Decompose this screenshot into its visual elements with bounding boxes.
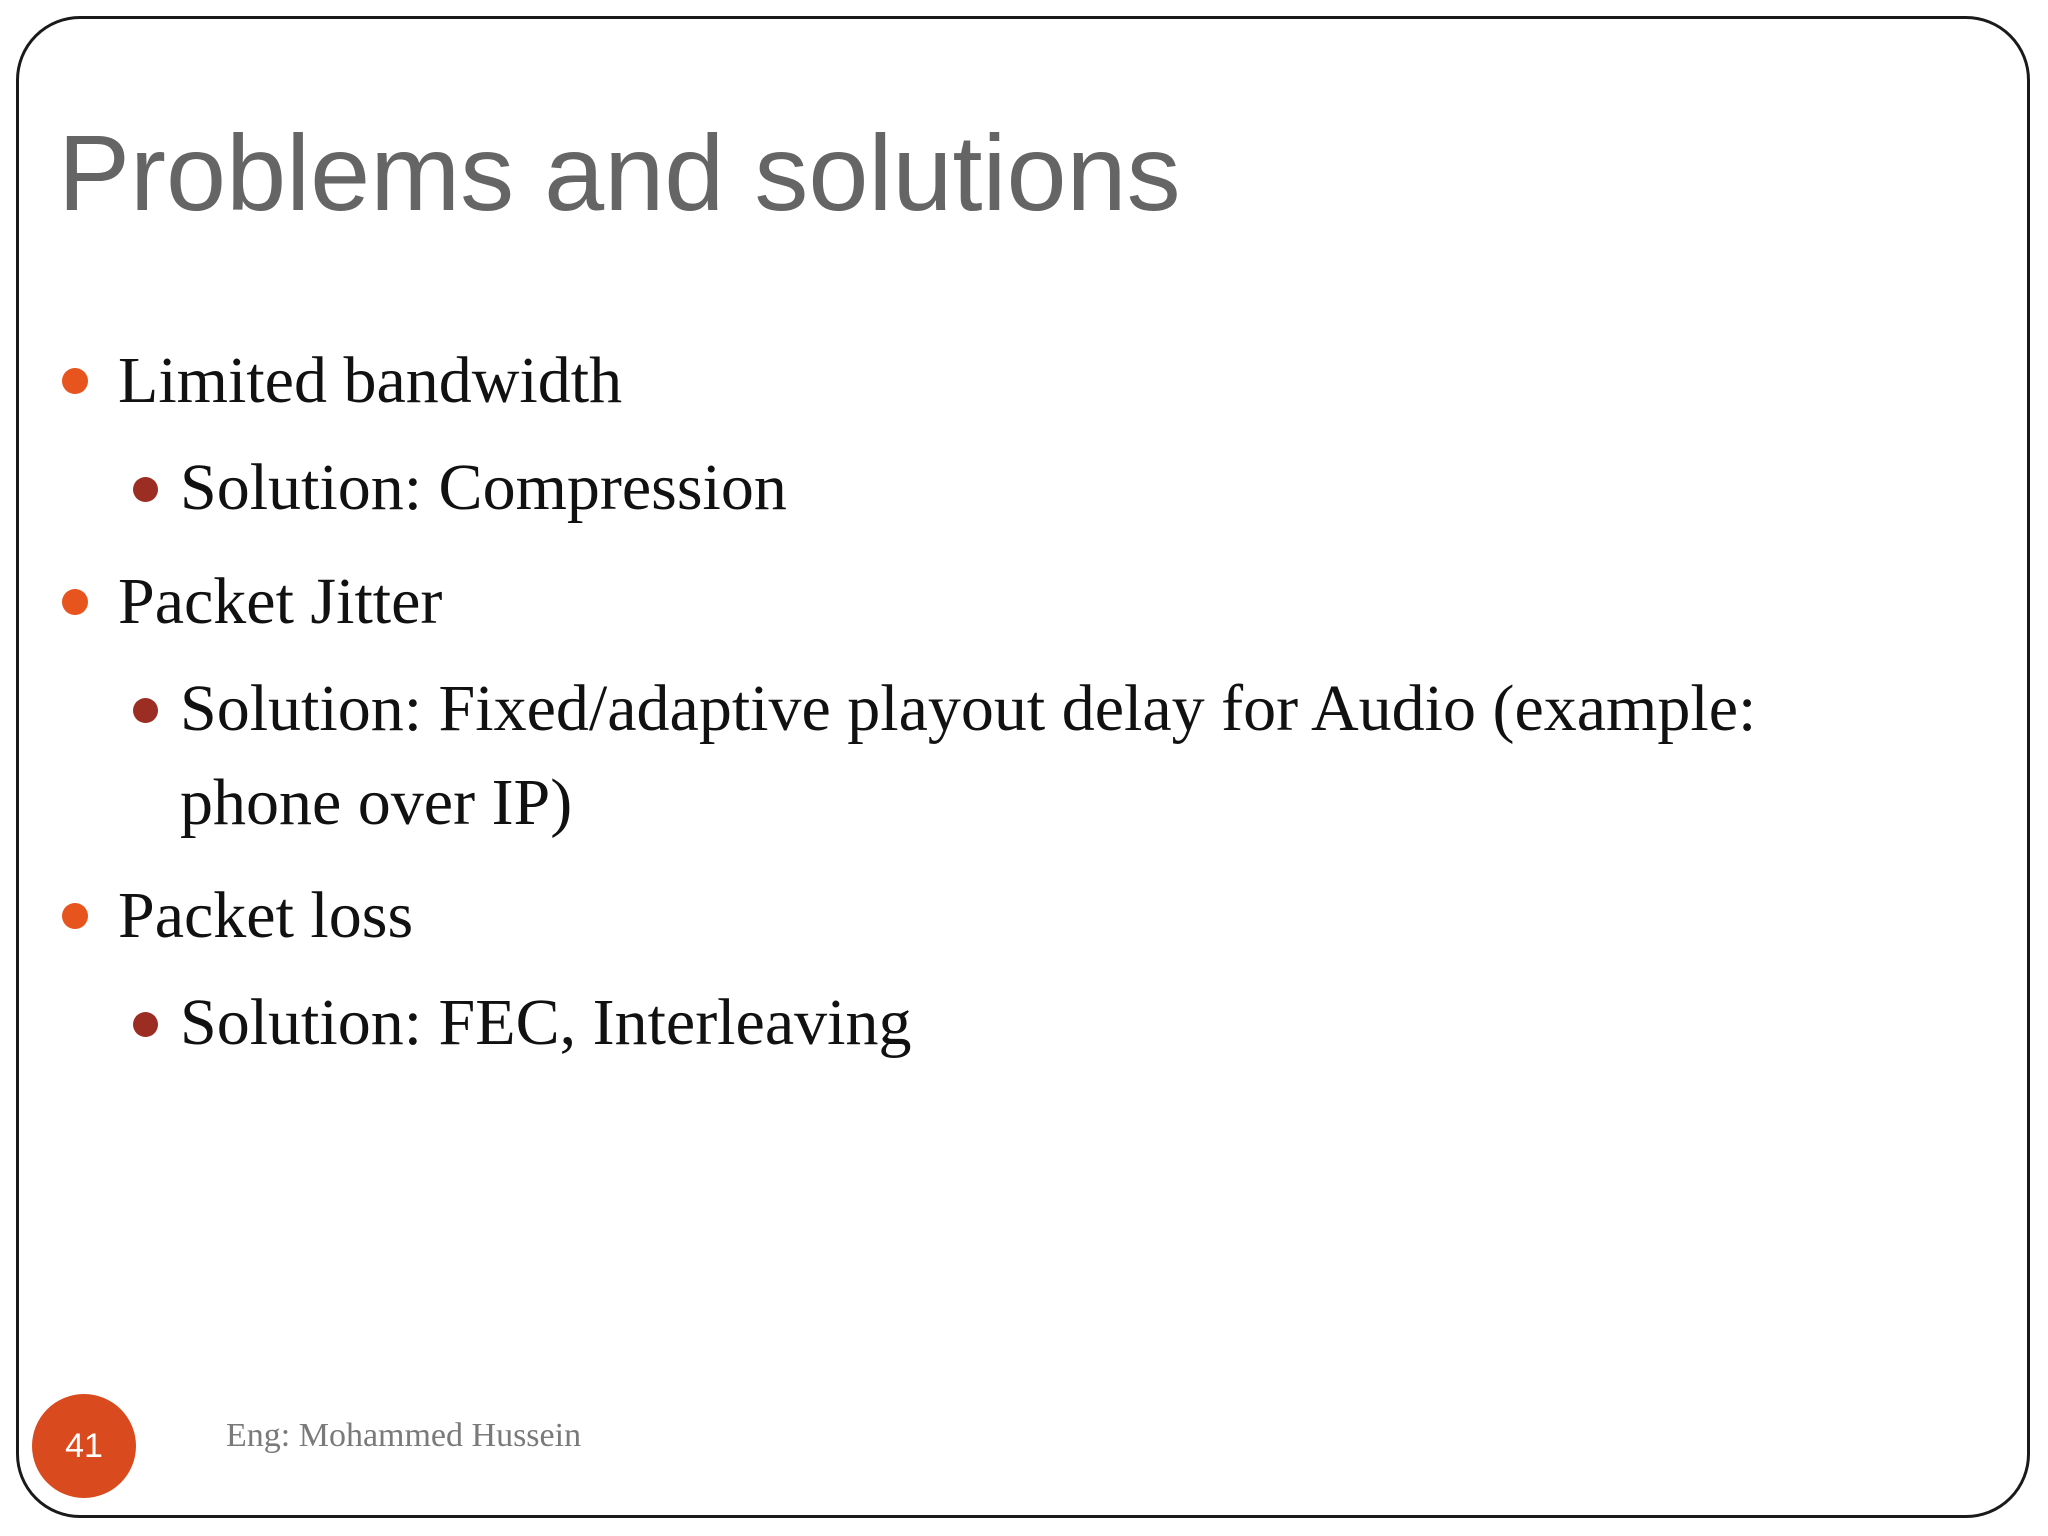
bullet-dot bbox=[62, 589, 88, 615]
sub-bullet-fec-interleaving: Solution: FEC, Interleaving bbox=[180, 986, 912, 1059]
sub-bullet-playout-delay-continued: phone over IP) bbox=[180, 766, 573, 839]
sub-bullet-dot bbox=[133, 1012, 158, 1037]
bullet-dot bbox=[62, 368, 88, 394]
slide-title: Problems and solutions bbox=[58, 112, 1181, 233]
bullet-item-packet-loss: Packet loss bbox=[118, 879, 414, 952]
footer-author: Eng: Mohammed Hussein bbox=[226, 1417, 582, 1454]
bullet-item-packet-jitter: Packet Jitter bbox=[118, 565, 443, 638]
sub-bullet-dot bbox=[133, 698, 158, 723]
bullet-dot bbox=[62, 903, 88, 929]
sub-bullet-dot bbox=[133, 477, 158, 502]
sub-bullet-compression: Solution: Compression bbox=[180, 451, 787, 524]
bullet-item-limited-bandwidth: Limited bandwidth bbox=[118, 344, 623, 417]
page-number-badge: 41 bbox=[32, 1394, 136, 1498]
sub-bullet-playout-delay: Solution: Fixed/adaptive playout delay for Audio (example: bbox=[180, 672, 1757, 745]
